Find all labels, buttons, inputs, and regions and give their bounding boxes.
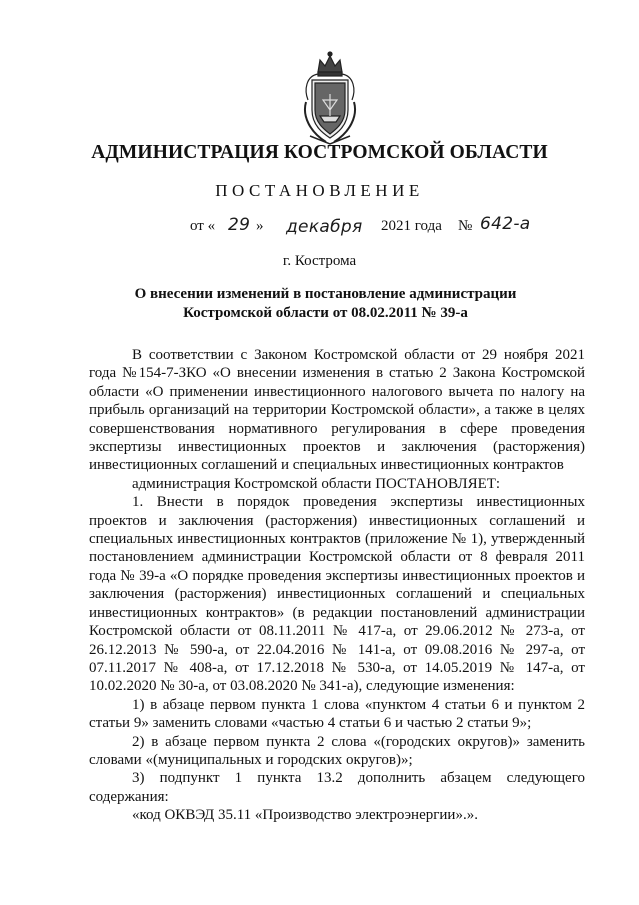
paragraph-subitem-1: 1) в абзаце первом пункта 1 слова «пунктом 4 статьи 6 и пунктом 2 статьи 9» заменить словами «частью 4 статьи 6 и частью 2 статьи 9»; <box>89 696 585 732</box>
handwritten-number: 642-а <box>480 214 531 234</box>
paragraph-quote: «код ОКВЭД 35.11 «Производство электроэнергии».». <box>132 807 478 824</box>
date-day-close: » <box>256 218 264 234</box>
title-line-1: О внесении изменений в постановление администрации <box>134 286 517 302</box>
city: г. Кострома <box>282 253 357 269</box>
paragraph-subitem-2: 2) в абзаце первом пункта 2 слова «(городских округов)» заменить словами «(муниципальных и городских округов)»; <box>89 733 585 768</box>
number-sign: № <box>458 218 473 234</box>
document-type: ПОСТАНОВЛЕНИЕ <box>215 181 424 200</box>
title-line-2: Костромской области от 08.02.2011 № 39-а <box>183 305 468 321</box>
document-title <box>110 285 541 323</box>
paragraph-item-1: 1. Внести в порядок проведения экспертизы инвестиционных проектов и заключения (расторжения) инвестиционных соглашений и специальных инвестиционных контрактов (приложение № 1), утвержденный постановлением администрации Костромской области от 8 февраля 2011 года № 39-а «О порядке проведения экспертизы инвестиционных проектов и заключения (расторжения) инвестиционных соглашений и специальных инвестиционных контрактов» (в редакции постановлений администрации Костромской области от 08.11.2011 № 417-а, от 29.06.2012 № 273-а, от 26.12.2013 № 590-а, от 22.04.2016 № 141-а, от 09.08.2016 № 297-а, от 07.11.2017 № 408-а, от 17.12.2018 № 530-а, от 14.05.2019 № 147-а, от 10.02.2020 № 30-а, от 03.08.2020 № 341-а), следующие изменения: <box>89 494 585 695</box>
organization-title: АДМИНИСТРАЦИЯ КОСТРОМСКОЙ ОБЛАСТИ <box>91 142 548 163</box>
paragraph-resolves: администрация Костромской области ПОСТАНОВЛЯЕТ: <box>132 475 501 492</box>
date-year: 2021 года <box>381 218 442 234</box>
handwritten-day: 29 <box>228 215 251 235</box>
date-number-line <box>190 214 570 244</box>
coat-of-arms-icon <box>296 50 364 148</box>
document-body <box>89 346 585 825</box>
paragraph-subitem-3: 3) подпункт 1 пункта 13.2 дополнить абзацем следующего содержания: <box>89 770 585 805</box>
handwritten-month: декабря <box>286 217 363 237</box>
paragraph-preamble: В соответствии с Законом Костромской области от 29 ноября 2021 года №154-7-ЗКО «О внесении изменения в статью 2 Закона Костромской области «О применении инвестиционного налогового вычета по налогу на прибыль организаций на территории Костромской области», а также в целях совершенствования нормативного регулирования в сфере проведения экспертизы инвестиционных проектов и заключения (расторжения) инвестиционных соглашений и специальных инвестиционных контрактов <box>89 347 585 474</box>
date-prefix: от « <box>190 218 216 234</box>
